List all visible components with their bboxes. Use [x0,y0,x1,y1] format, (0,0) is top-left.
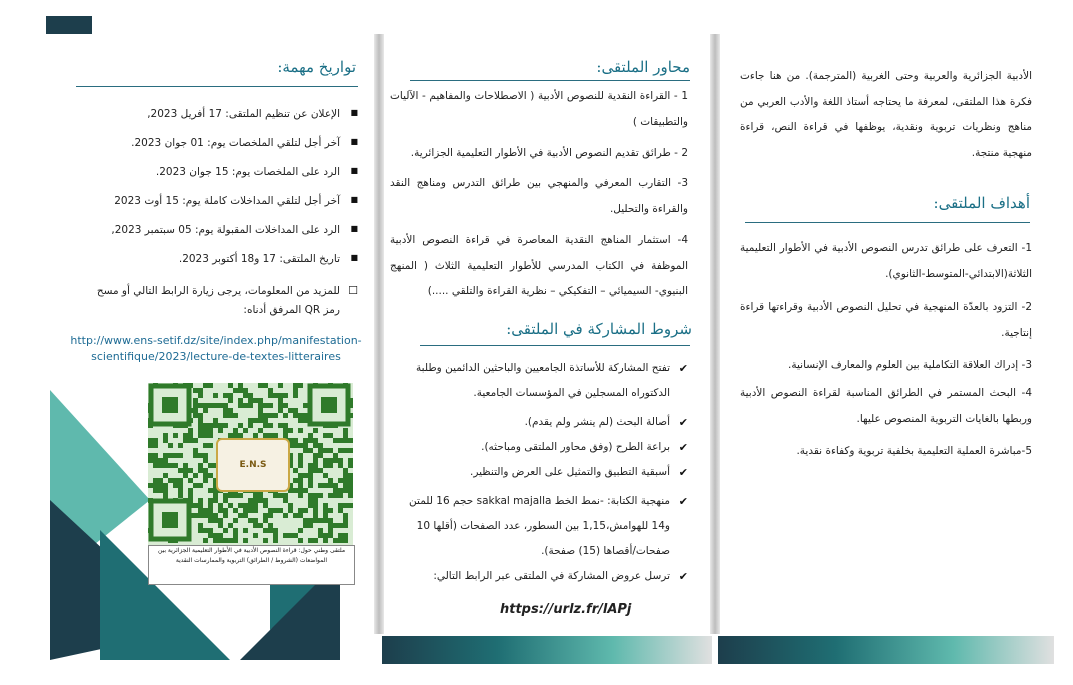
ens-logo-text: E.N.S [239,460,267,470]
info-link[interactable] [56,333,376,365]
list-item: ☐ للمزيد من المعلومات، يرجى زيارة الرابط التالي أو مسح رمز QR المرفق أدناه: [80,282,340,320]
heading-underline [76,86,358,87]
dates-list [80,108,340,320]
list-item: ■ آخر أجل لتلقي المداخلات كاملة يوم: 15 أوت 2023 [80,195,340,224]
list-item: ✔ تفتح المشاركة للأساتذة الجامعيين والباحثين الدائمين وطلبة الدكتوراه المسجلين في المؤسسات الجامعية. [388,356,670,406]
axis-item: 4- استثمار المناهج النقدية المعاصرة في قراءة النصوص الأدبية الموظفة في الكتاب المدرسي للأطوار التعليمية الثلاث ( المنهج البنيوي- السيميائي – التفكيكي – نظرية القراءة والتلقي .....) [390,234,688,297]
list-item: ■ تاريخ الملتقى: 17 و18 أكتوبر 2023. [80,253,340,282]
decorative-strip [382,636,712,664]
heading-underline [745,222,1030,223]
list-item: ■ الرد على المداخلات المقبولة يوم: 05 سبتمبر 2023, [80,224,340,253]
link-line: scientifique/2023/lecture-de-textes-litteraires [91,350,341,363]
fold-shadow [710,34,720,634]
heading-underline [410,80,690,81]
list-item: ■ آخر أجل لتلقي الملخصات يوم: 01 جوان 2023. [80,137,340,166]
axis-item: 2 - طرائق تقديم النصوص الأدبية في الأطوار التعليمية الجزائرية. [410,147,688,159]
heading-underline [420,345,690,346]
submission-link[interactable]: https://urlz.fr/lAPj [500,602,632,617]
decorative-strip [718,636,1054,664]
goals-heading: أهداف الملتقى: [933,194,1030,212]
conditions-heading: شروط المشاركة في الملتقى: [506,320,692,338]
goal-item: 3- إدراك العلاقة التكاملية بين العلوم والمعارف الإنسانية. [788,359,1032,371]
goal-item: 1- التعرف على طرائق تدرس النصوص الأدبية في الأطوار التعليمية الثلاثة(الابتدائي-المتوسط-الثانوي). [740,242,1032,280]
list-item: ✔ براعة الطرح (وفق محاور الملتقى ومباحثه). [388,435,670,460]
list-item: ■ الرد على الملخصات يوم: 15 جوان 2023. [80,166,340,195]
axis-item: 1 - القراءة النقدية للنصوص الأدبية ( الاصطلاحات والمفاهيم - الآليات والتطبيقات ) [390,90,688,128]
conditions-list [388,356,670,589]
link-line: http://www.ens-setif.dz/site/index.php/manifestation- [70,334,362,347]
list-item: ✔ منهجية الكتابة: -نمط الخط sakkal majalla حجم 16 للمتن و14 للهوامش،1,15 بين السطور، عدد الصفحات (أقلها 10 صفحات/أقصاها (15) صفحة). [388,489,670,564]
goal-item: 2- التزود بالعدّة المنهجية في تحليل النصوص الأدبية وقراءتها قراءة إنتاجية. [740,301,1032,339]
intro-paragraph: الأدبية الجزائرية والعربية وحتى الغربية (المترجمة). من هنا جاءت فكرة هذا الملتقى، لمعرفة ما يحتاجه أستاذ اللغة والأدب العربي من مناهج ونظريات تربوية ونقدية، يوظفها في قراءة النص، قراءة منهجية منتجة. [740,70,1032,159]
goal-item: 4- البحث المستمر في الطرائق المناسبة لقراءة النصوص الأدبية وربطها بالغايات التربوية المنصوص عليها. [740,387,1032,425]
list-item: ✔ أسبقية التطبيق والتمثيل على العرض والتنظير. [388,460,670,485]
qr-logo [216,438,290,492]
important-dates-heading: تواريخ مهمة: [277,58,356,76]
qr-caption: ملتقى وطني حول: قراءة النصوص الأدبية في الأطوار التعليمية الجزائرية بين المواضعات (الشروط / الطرائق) التربوية والممارسات النقدية [148,545,355,585]
axes-heading: محاور الملتقى: [596,58,690,76]
goal-item: 5-مباشرة العملية التعليمية بخلفية تربوية وكفاءة نقدية. [796,445,1032,457]
list-item: ✔ ترسل عروض المشاركة في الملتقى عبر الرابط التالي: [388,564,670,589]
list-item: ■ الإعلان عن تنظيم الملتقى: 17 أفريل 2023, [80,108,340,137]
axis-item: 3- التقارب المعرفي والمنهجي بين طرائق التدرس ومناهج النقد والقراءة والتحليل. [390,177,688,215]
list-item: ✔ أصالة البحث (لم ينشر ولم يقدم). [388,410,670,435]
